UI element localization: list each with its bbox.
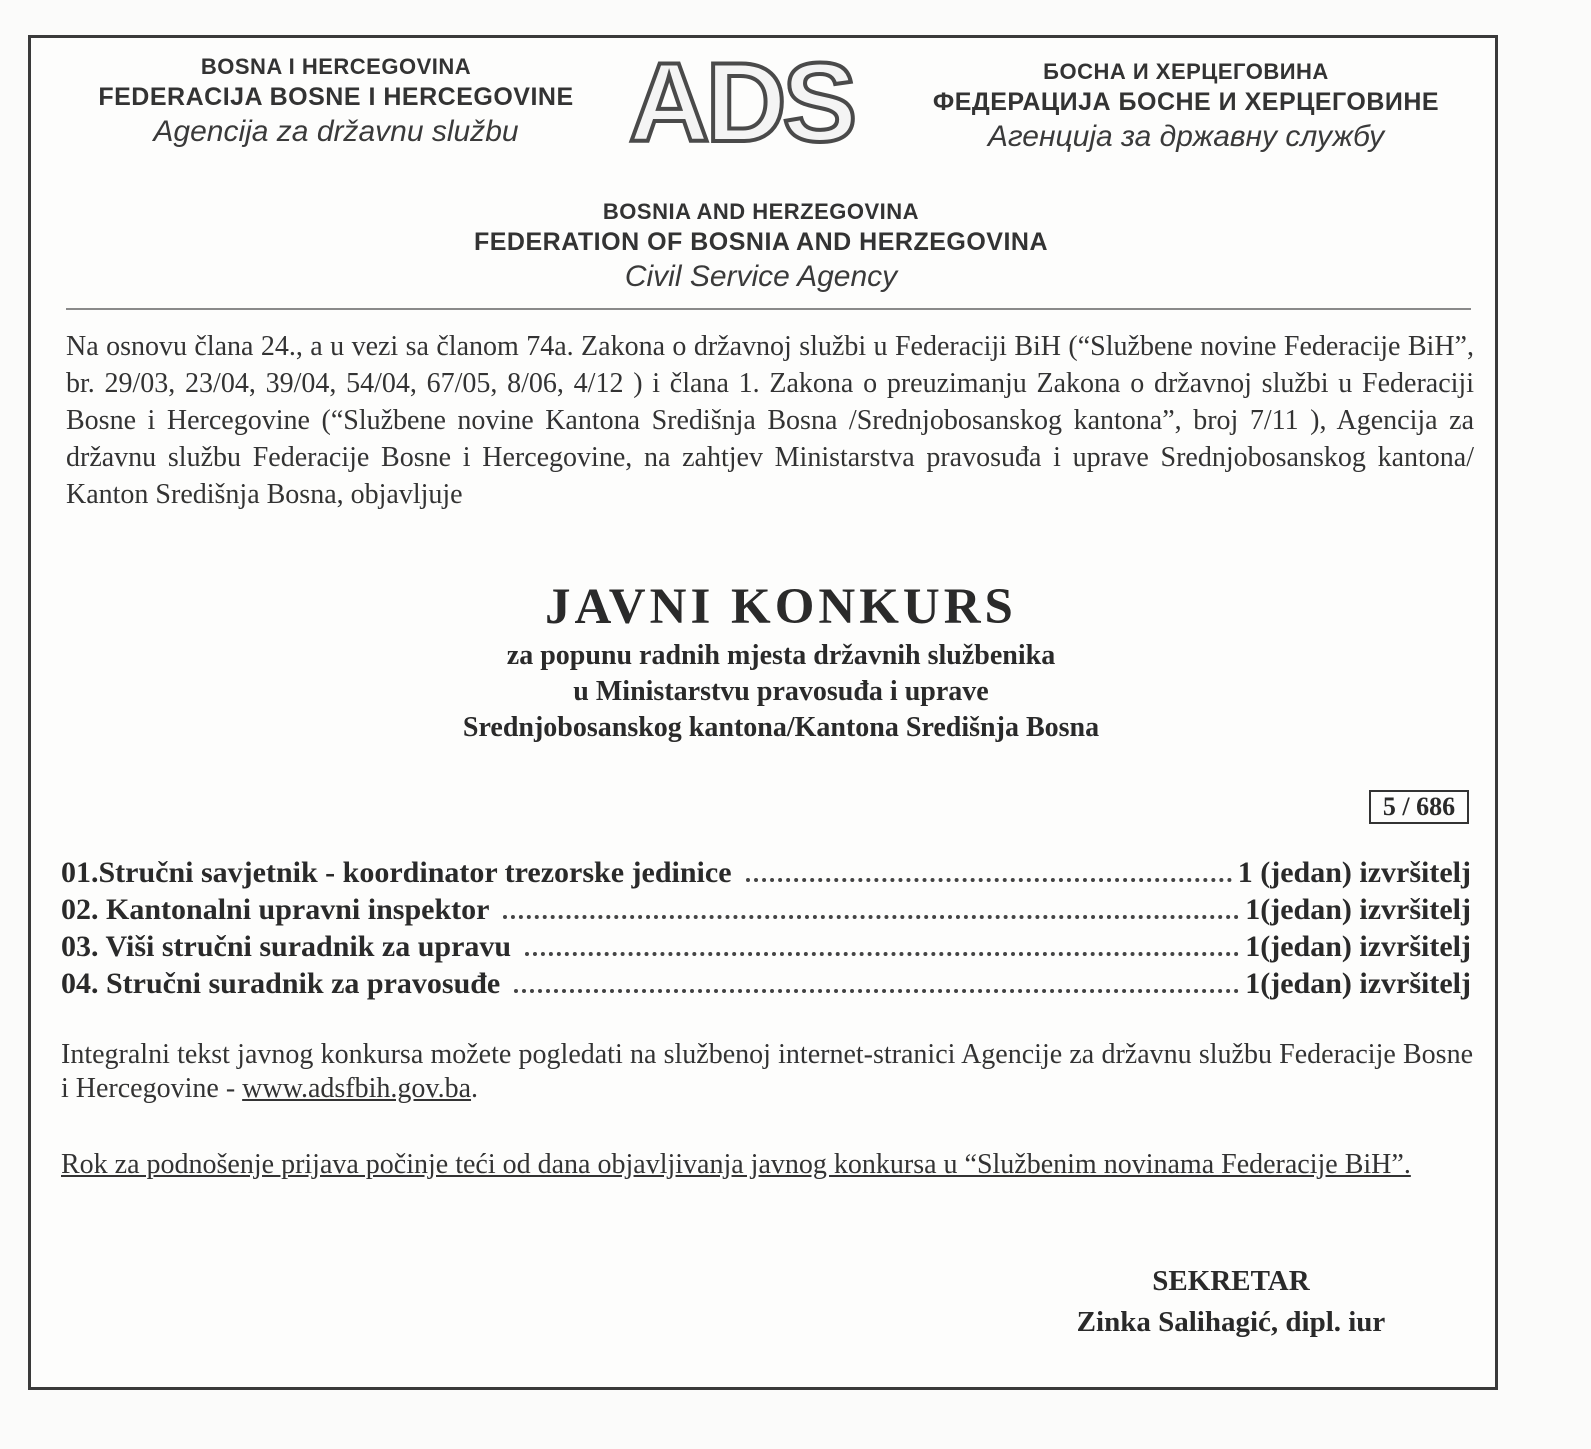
info-paragraph bbox=[61, 1038, 1473, 1106]
position-count: 1 (jedan) izvršitelj bbox=[1237, 856, 1471, 889]
position-name: 02. Kantonalni upravni inspektor bbox=[61, 893, 490, 926]
header-left bbox=[71, 53, 601, 151]
notice-frame bbox=[28, 35, 1498, 1390]
subtitle-line-2: u Ministarstvu pravosuđa i uprave bbox=[573, 676, 989, 707]
ads-logo-text: ADS bbox=[628, 53, 854, 153]
position-name: 01.Stručni savjetnik - koordinator trezorske jedinice bbox=[61, 856, 732, 889]
website-link[interactable]: www.adsfbih.gov.ba bbox=[242, 1073, 472, 1104]
position-row bbox=[61, 930, 1471, 966]
position-name: 03. Viši stručni suradnik za upravu bbox=[61, 930, 512, 963]
signature-name: Zinka Salihagić, dipl. iur bbox=[1076, 1306, 1386, 1338]
header-left-country: BOSNA I HERCEGOVINA bbox=[200, 54, 472, 79]
header-left-entity: FEDERACIJA BOSNE I HERCEGOVINE bbox=[98, 83, 574, 111]
dot-leader bbox=[514, 971, 1239, 993]
header-right-agency: Агенција за државну службу bbox=[987, 120, 1385, 153]
header-center-country: BOSNIA AND HERZEGOVINA bbox=[602, 199, 920, 224]
position-count: 1(jedan) izvršitelj bbox=[1245, 893, 1471, 926]
ads-logo bbox=[616, 53, 866, 153]
header-center-agency: Civil Service Agency bbox=[624, 260, 898, 293]
position-row bbox=[61, 856, 1471, 892]
header-right bbox=[901, 58, 1471, 156]
position-count: 1(jedan) izvršitelj bbox=[1245, 930, 1471, 963]
header-right-country: БОСНА И ХЕРЦЕГОВИНА bbox=[1043, 59, 1329, 84]
info-text: Integralni tekst javnog konkursa možete pogledati na službenoj internet-stranici Agencije za državnu službu Federacije Bosne i Hercegovine - bbox=[61, 1039, 1473, 1104]
subtitle-line-3: Srednjobosanskog kantona/Kantona Središnja Bosna bbox=[462, 712, 1100, 743]
intro-paragraph: Na osnovu člana 24., a u vezi sa članom 74a. Zakona o državnoj službi u Federaciji BiH (“Službene novine Federacije BiH”, br. 29/03, 23/04, 39/04, 54/04, 67/05, 8/06, 4/12 ) i člana 1. Zakona o preuzimanju Zakona o državnoj službi u Federaciji Bosne i Hercegovine (“Službene novine Kantona Središnja Bosna /Srednjobosanskog kantona”, broj 7/11 ), Agencija za državnu službu Federacije Bosne i Hercegovine, na zahtjev Ministarstva pravosuđa i uprave Srednjobosanskog kantona/ Kanton Središnja Bosna, objavljuje bbox=[66, 331, 1474, 510]
notice-code: 5 / 686 bbox=[1369, 790, 1469, 824]
notice-title: JAVNI KONKURS bbox=[545, 579, 1017, 635]
position-row bbox=[61, 967, 1471, 1003]
header-center bbox=[381, 198, 1141, 296]
header-center-entity: FEDERATION OF BOSNIA AND HERZEGOVINA bbox=[473, 228, 1049, 256]
deadline-paragraph: Rok za podnošenje prijava počinje teći od dana objavljivanja javnog konkursa u “Službenim novinama Federacije BiH”. bbox=[61, 1149, 1411, 1180]
position-count: 1(jedan) izvršitelj bbox=[1245, 967, 1471, 1000]
header-right-entity: ФЕДЕРАЦИЈА БОСНЕ И ХЕРЦЕГОВИНЕ bbox=[932, 88, 1440, 116]
header-left-agency: Agencija za državnu službu bbox=[153, 115, 519, 148]
subtitle-line-1: za popunu radnih mjesta državnih službenika bbox=[506, 640, 1056, 671]
header-divider bbox=[66, 308, 1471, 310]
dot-leader bbox=[525, 934, 1239, 956]
dot-leader bbox=[746, 860, 1232, 882]
dot-leader bbox=[503, 897, 1239, 919]
position-row bbox=[61, 893, 1471, 929]
info-end: . bbox=[471, 1073, 479, 1104]
position-name: 04. Stručni suradnik za pravosuđe bbox=[61, 967, 501, 1000]
signature-title: SEKRETAR bbox=[1152, 1265, 1310, 1297]
